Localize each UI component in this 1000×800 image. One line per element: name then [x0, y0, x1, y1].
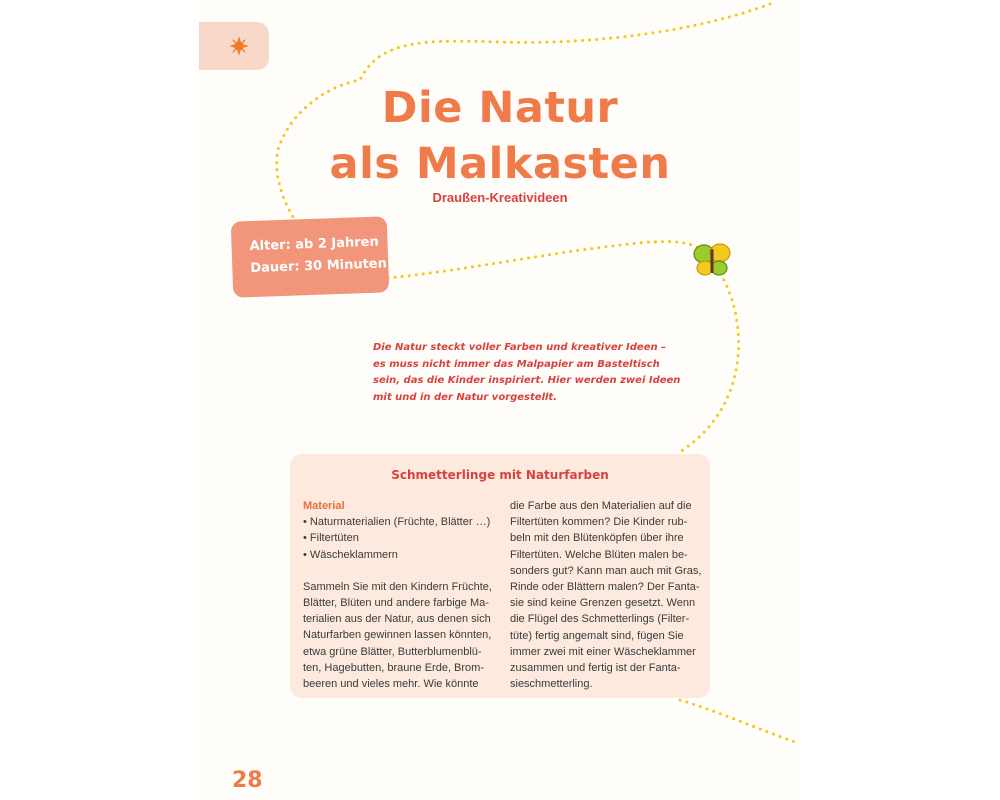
body-line: etwa grüne Blätter, Butterblumenblü- — [303, 645, 482, 658]
body-line: Filtertüten. Welche Blüten malen be- — [510, 548, 688, 561]
material-item: • Filtertüten — [303, 532, 359, 545]
intro-line: Die Natur steckt voller Farben und kreativer Ideen – — [373, 342, 667, 353]
intro-line: sein, das die Kinder inspiriert. Hier werden zwei Ideen — [373, 375, 681, 386]
info-badge — [231, 216, 390, 297]
body-line: Naturfarben gewinnen lassen könnten, — [303, 629, 492, 642]
body-line: Filtertüten kommen? Die Kinder rub- — [510, 516, 688, 529]
body-line: sie sind keine Grenzen gesetzt. Wenn — [510, 597, 696, 610]
intro-line: es muss nicht immer das Malpapier am Basteltisch — [373, 358, 660, 370]
butterfly-icon — [693, 243, 731, 279]
body-line: zusammen und fertig ist der Fanta- — [510, 662, 681, 675]
intro-text — [373, 340, 681, 406]
page-subtitle: Draußen-Kreativideen — [432, 190, 568, 205]
activity-box — [290, 454, 710, 698]
body-line: immer zwei mit einer Wäscheklammer — [510, 645, 696, 658]
material-heading: Material — [303, 500, 345, 512]
activity-column-right — [510, 498, 710, 692]
body-line: sieschmetterling. — [510, 678, 593, 691]
title-line-2: als Malkasten — [329, 139, 671, 189]
body-line: ten, Hagebutten, braune Erde, Brom- — [303, 661, 484, 674]
material-item: • Wäscheklammern — [303, 548, 398, 561]
body-line: Sammeln Sie mit den Kindern Früchte, — [303, 580, 492, 593]
body-line: die Farbe aus den Materialien auf die — [510, 500, 692, 512]
body-line: Rinde oder Blättern malen? Der Fanta- — [510, 581, 700, 594]
activity-title: Schmetterlinge mit Naturfarben — [391, 468, 609, 482]
body-line: sonders gut? Kann man auch mit Gras, — [510, 564, 702, 577]
body-line: beln mit den Blütenköpfen über ihre — [510, 532, 684, 545]
activity-column-left — [303, 498, 503, 692]
intro-line: mit und in der Natur vorgestellt. — [373, 391, 558, 403]
material-item: • Naturmaterialien (Früchte, Blätter …) — [303, 516, 491, 529]
title-line-1: Die Natur — [381, 83, 619, 133]
body-line: die Flügel des Schmetterlings (Filter- — [510, 613, 690, 626]
page-title — [300, 80, 700, 192]
badge-duration: Dauer: 30 Minuten — [250, 256, 388, 277]
body-line: terialien aus der Natur, aus denen sich — [303, 613, 491, 626]
body-line: beeren und vieles mehr. Wie könnte — [303, 678, 479, 691]
page-number: 28 — [232, 768, 263, 793]
badge-age: Alter: ab 2 Jahren — [249, 234, 380, 255]
body-line: tüte) fertig angemalt sind, fügen Sie — [510, 629, 684, 642]
body-line: Blätter, Blüten und andere farbige Ma- — [303, 597, 489, 610]
